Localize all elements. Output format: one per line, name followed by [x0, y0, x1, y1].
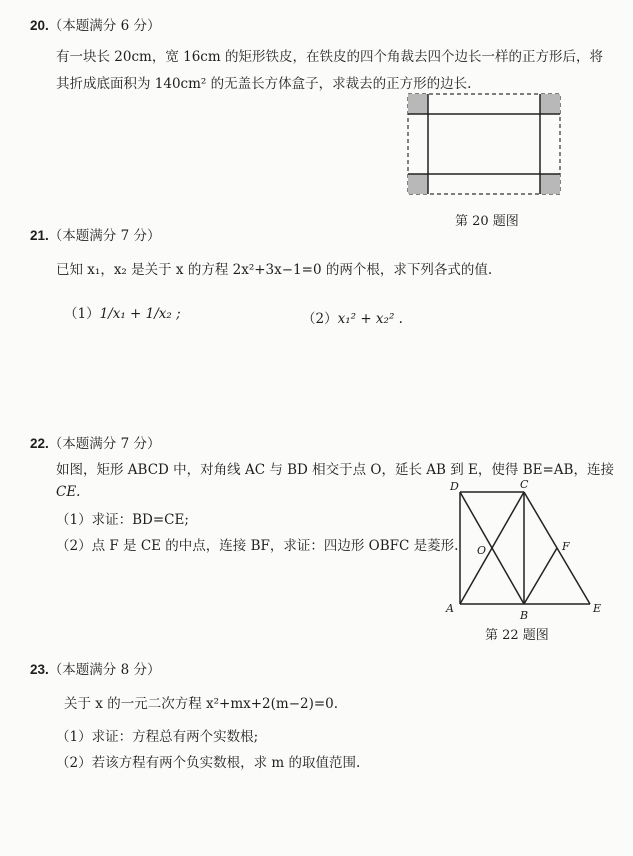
q23-part1-text: （1）求证：方程总有两个实数根; [56, 729, 259, 745]
q21-part2 [302, 307, 403, 327]
q21-part1-expr: 1/x₁ + 1/x₂ ; [99, 306, 181, 322]
q21-header: （本题满分 7 分） [48, 228, 161, 244]
label-o: O [477, 544, 487, 557]
segment-bf [524, 548, 557, 604]
corner-square-bl [408, 174, 428, 194]
q22-line1 [56, 458, 614, 478]
q23-heading [30, 658, 160, 678]
q20-header: （本题满分 6 分） [48, 18, 161, 34]
q21-part1-label: （1） [64, 306, 100, 322]
label-f: F [562, 540, 570, 553]
q22-number: 22. [30, 436, 49, 451]
q22-part1-text: （1）求证：BD=CE; [56, 512, 189, 528]
q20-line1-text: 有一块长 20cm，宽 16cm 的矩形铁皮，在铁皮的四个角裁去四个边长一样的正方形后，将 [56, 49, 603, 65]
q22-header: （本题满分 7 分） [48, 436, 161, 452]
q22-caption: 第 22 题图 [485, 628, 549, 643]
q20-line2-text: 其折成底面积为 140cm² 的无盖长方体盒子，求裁去的正方形的边长. [56, 76, 472, 92]
q22-line2 [56, 484, 80, 500]
q22-line1-text: 如图，矩形 ABCD 中，对角线 AC 与 BD 相交于点 O，延长 AB 到 E，使得 BE=AB，连接 [56, 462, 614, 478]
q21-number: 21. [30, 228, 49, 243]
corner-square-tl [408, 94, 428, 114]
q21-line1-text: 已知 x₁，x₂ 是关于 x 的方程 2x²+3x−1=0 的两个根，求下列各式的值. [56, 262, 493, 278]
q21-part2-expr: x₁² + x₂² . [337, 311, 403, 327]
corner-square-br [540, 174, 560, 194]
q23-part1 [56, 725, 258, 745]
q20-heading [30, 14, 160, 34]
label-b: B [520, 609, 529, 622]
q21-line1 [56, 258, 492, 278]
box-base [428, 114, 540, 174]
q23-part2 [56, 751, 360, 771]
sheet-outline [408, 94, 560, 194]
q20-figure [400, 88, 570, 200]
q22-line2-text: CE. [56, 484, 81, 500]
q22-part1 [56, 508, 189, 528]
label-a: A [446, 602, 454, 615]
q22-part2-text: （2）点 F 是 CE 的中点，连接 BF，求证：四边形 OBFC 是菱形. [56, 538, 459, 554]
q20-number: 20. [30, 18, 49, 33]
q22-figure [440, 478, 615, 626]
q22-part2 [56, 534, 458, 554]
q20-line1 [56, 45, 603, 65]
label-c: C [520, 478, 529, 491]
q21-part1 [64, 302, 181, 322]
corner-square-tr [540, 94, 560, 114]
label-d: D [450, 480, 459, 493]
q22-heading [30, 432, 160, 452]
q21-part2-label: （2） [302, 311, 338, 327]
q23-line1 [64, 692, 338, 712]
q23-number: 23. [30, 662, 49, 677]
q20-caption: 第 20 题图 [455, 214, 519, 229]
q23-header: （本题满分 8 分） [48, 662, 161, 678]
q23-line1-text: 关于 x 的一元二次方程 x²+mx+2(m−2)=0. [64, 696, 339, 712]
q23-part2-text: （2）若该方程有两个负实数根，求 m 的取值范围. [56, 755, 361, 771]
label-e: E [593, 602, 602, 615]
q21-heading [30, 224, 160, 244]
